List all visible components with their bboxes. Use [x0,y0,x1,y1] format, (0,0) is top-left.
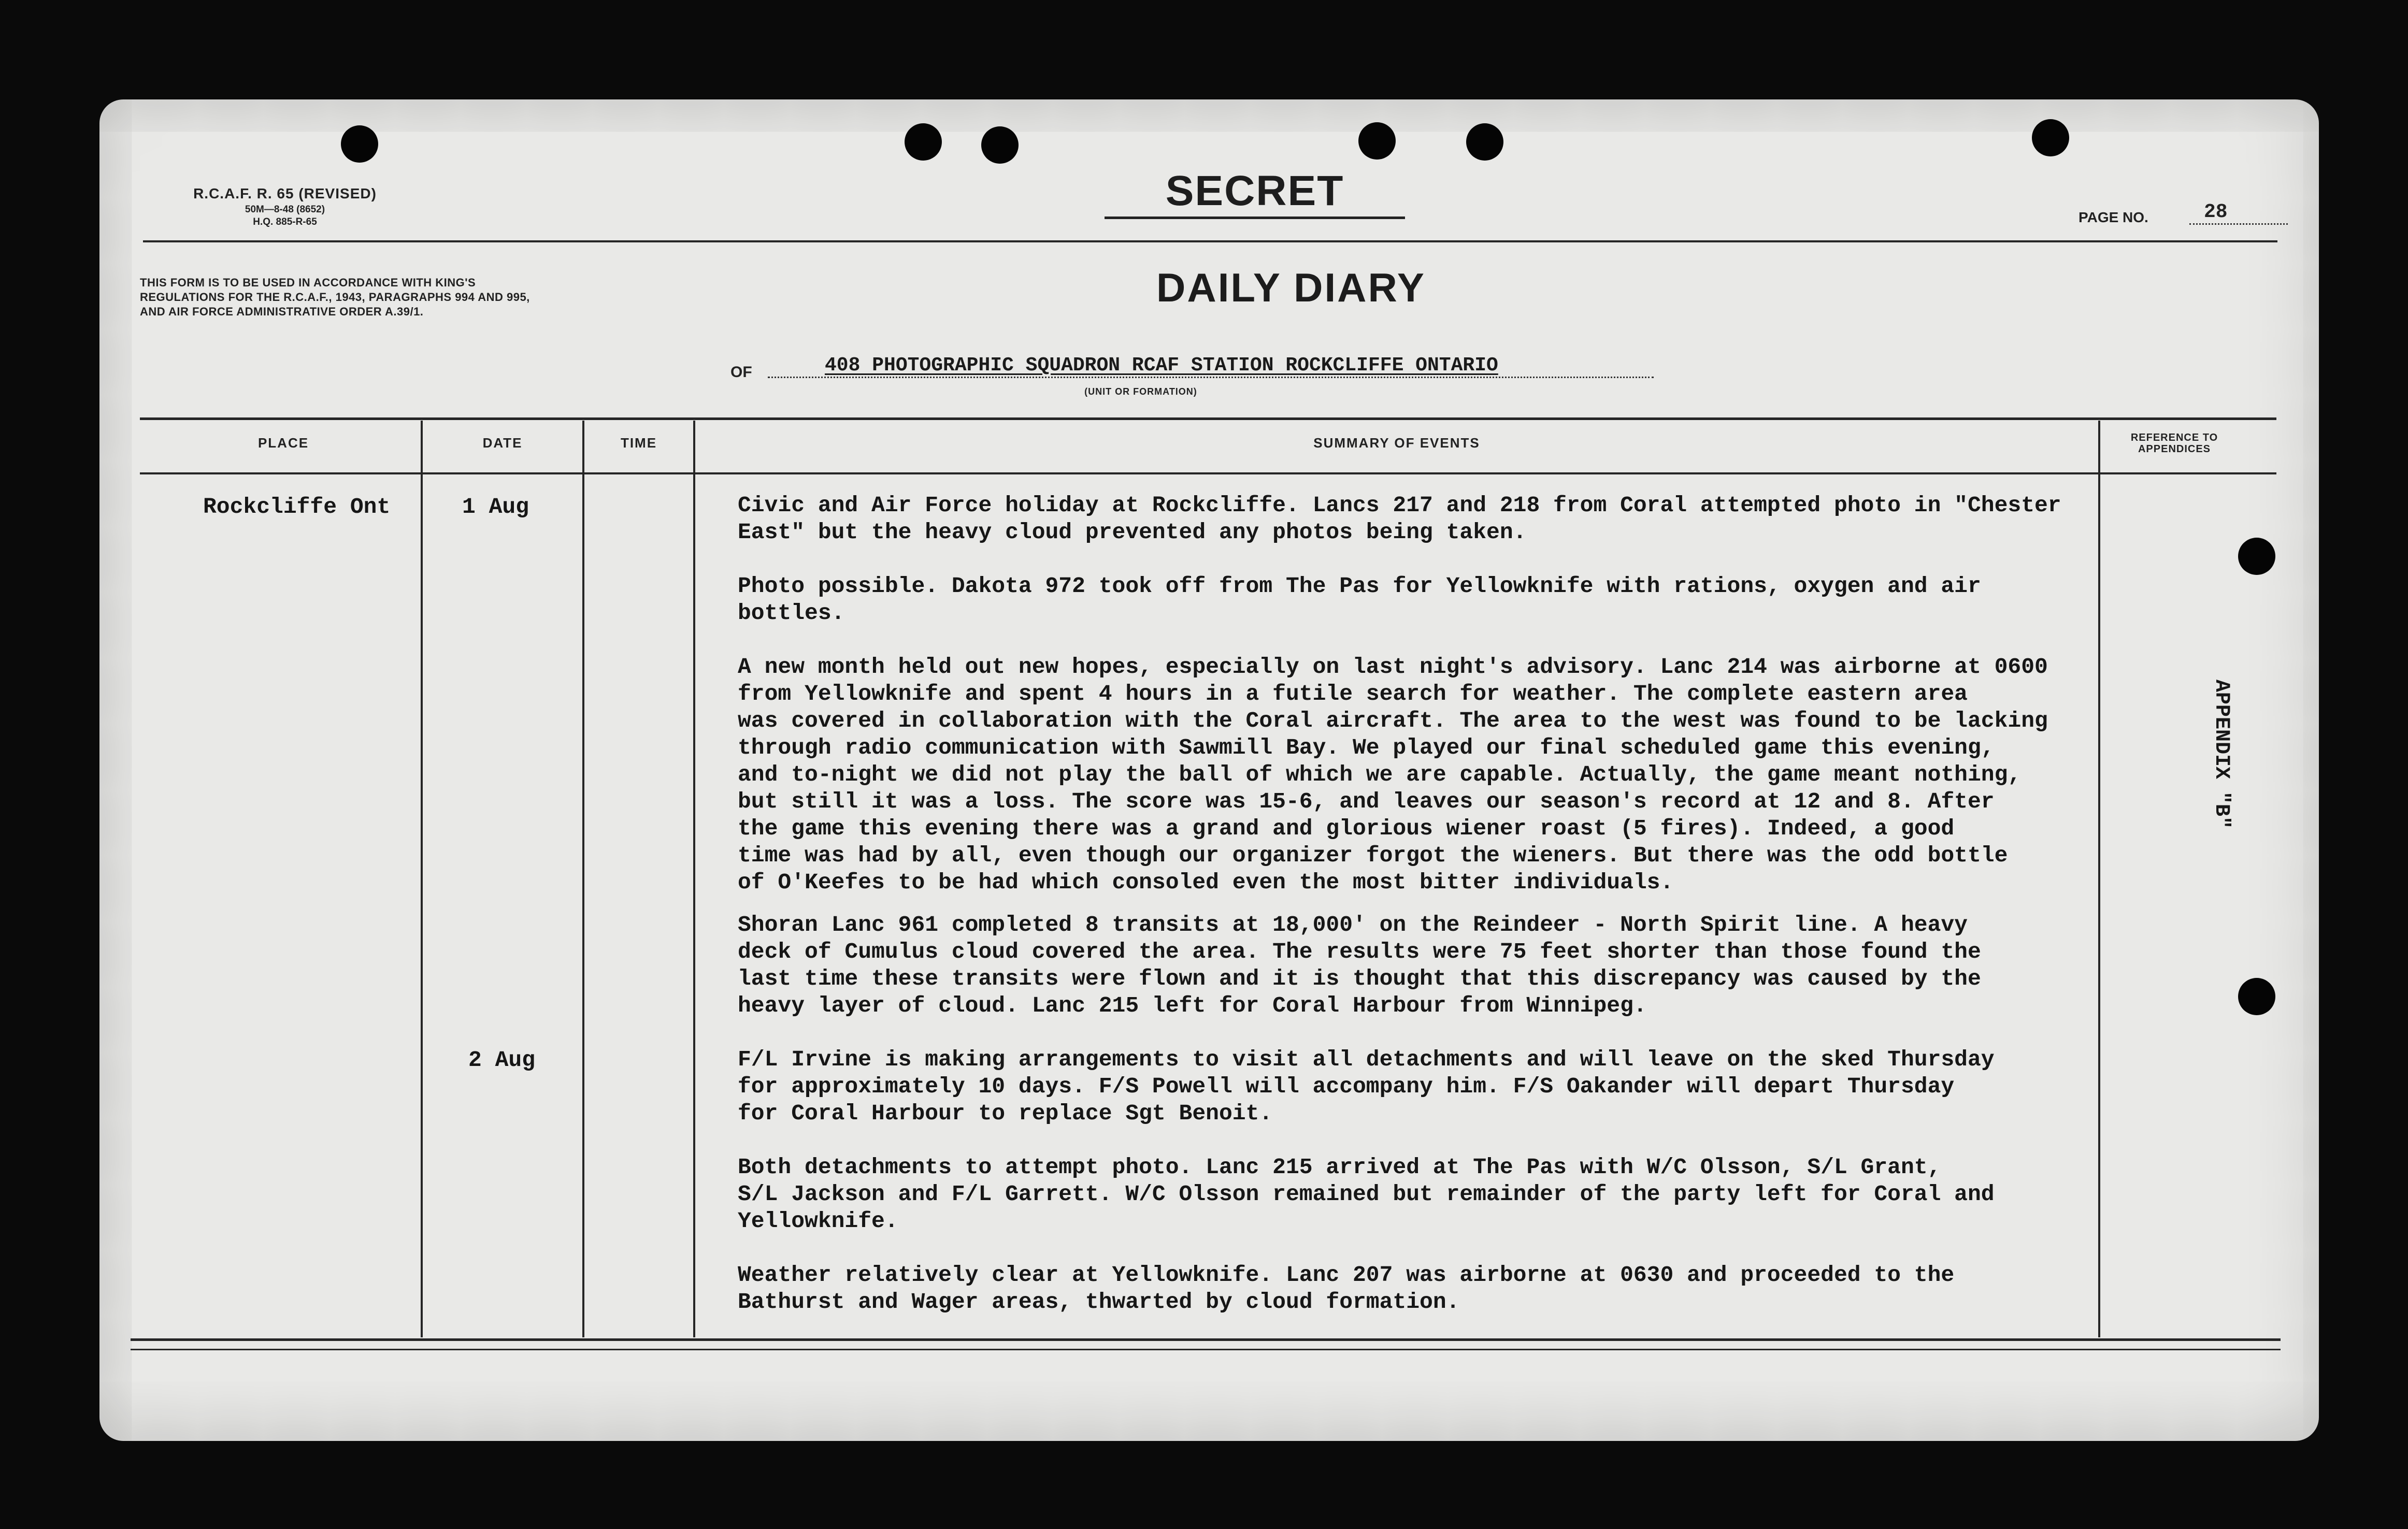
entry-date-1: 1 Aug [462,494,529,520]
summary-paragraph-1: Civic and Air Force holiday at Rockcliffe. Lancs 217 and 218 from Coral attempted photo in "Chester East" but the heavy cloud prevented any photos being taken. [738,493,2061,545]
punch-hole-top-3 [981,126,1019,164]
page-number-label: PAGE NO. [2079,209,2148,225]
entry-place: Rockcliffe Ont [203,494,391,520]
column-header-place: PLACE [257,435,309,451]
regulation-instructions: THIS FORM IS TO BE USED IN ACCORDANCE WITH KING'S REGULATIONS FOR THE R.C.A.F., 1943, PARAGRAPHS 994 AND 995, AND AIR FORCE ADMINISTRATIVE ORDER A.39/1. [140,276,530,318]
diary-form-card [99,99,2319,1441]
column-header-date: DATE [482,435,523,451]
summary-paragraph-6: Both detachments to attempt photo. Lanc 215 arrived at The Pas with W/C Olsson, S/L Grant, S/L Jackson and F/L Garrett. W/C Olsson remained but remainder of the party left for Coral and Yellowknife. [738,1155,1995,1234]
page-number-value: 28 [2189,201,2288,225]
unit-caption: (UNIT OR FORMATION) [1084,386,1197,397]
punch-hole-right-1 [2238,538,2275,575]
form-identifier [150,185,420,228]
summary-paragraph-4: Shoran Lanc 961 completed 8 transits at 18,000' on the Reindeer - North Spirit line. A heavy deck of Cumulus cloud covered the area. The results were 75 feet shorter than those found the last time these transits were flown and it is thought that this discrepancy was caused by the heavy layer of cloud. Lanc 215 left for Coral Harbour from Winnipeg. [738,912,1981,1018]
punch-hole-top-1 [341,125,378,163]
of-label: OF [730,364,752,381]
classification-underline [1105,217,1405,219]
table-top-rule [140,417,2276,420]
appendix-reference-text: APPENDIX "B" [2210,680,2233,829]
punch-hole-right-2 [2238,978,2275,1015]
punch-hole-top-2 [905,123,942,161]
column-header-reference: REFERENCE TO APPENDICES [2130,432,2218,455]
appendix-reference [2206,680,2237,850]
summary-paragraph-2: Photo possible. Dakota 972 took off from The Pas for Yellowknife with rations, oxygen and air bottles. [738,573,1981,626]
punch-hole-top-5 [1466,123,1503,161]
punch-hole-top-6 [2032,119,2069,156]
column-header-summary: SUMMARY OF EVENTS [1313,435,1480,451]
form-id-line-3: H.Q. 885-R-65 [253,217,317,227]
summary-paragraph-3: A new month held out new hopes, especially on last night's advisory. Lanc 214 was airborne at 0600 from Yellowknife and spent 4 hours in a futile search for weather. The complete eastern area was covered in collaboration with the Coral aircraft. The area to the west was found to be lacking through radio communication with Sawmill Bay. We played our final scheduled game this evening, and to-night we did not play the ball of which we are capable. Actually, the game meant nothing, but still it was a loss. The score was 15-6, and leaves our season's record at 12 and 8. After the game this evening there was a grand and glorious wiener roast (5 fires). Indeed, a good time was had by all, even though our organizer forgot the wieners. But there was the odd bottle of O'Keefes to be had which consoled even the most bitter individuals. [738,654,2048,895]
form-title: DAILY DIARY [1156,265,1426,310]
table-footer-rule [131,1349,2281,1350]
column-divider-place [421,421,423,1337]
punch-hole-top-4 [1358,122,1396,160]
form-id-line-1: R.C.A.F. R. 65 (REVISED) [193,185,377,201]
form-id-line-2: 50M—8-48 (8652) [245,204,325,215]
table-bottom-rule [131,1338,2281,1341]
summary-paragraph-5: F/L Irvine is making arrangements to visit all detachments and will leave on the sked Thursday for approximately 10 days. F/S Powell will accompany him. F/S Oakander will depart Thursday for Coral Harbour to replace Sgt Benoit. [738,1047,1995,1126]
column-divider-time [693,421,695,1337]
classification-stamp: SECRET [1165,167,1344,214]
unit-name: 408 PHOTOGRAPHIC SQUADRON RCAF STATION ROCKCLIFFE ONTARIO [768,354,1654,378]
column-header-time: TIME [620,435,657,451]
entry-date-2: 2 Aug [468,1047,536,1073]
column-divider-date [582,421,584,1337]
table-header-rule [140,472,2276,474]
header-rule [143,240,2277,242]
summary-paragraph-7: Weather relatively clear at Yellowknife. Lanc 207 was airborne at 0630 and proceeded to the Bathurst and Wager areas, thwarted by cloud formation. [738,1262,1955,1315]
